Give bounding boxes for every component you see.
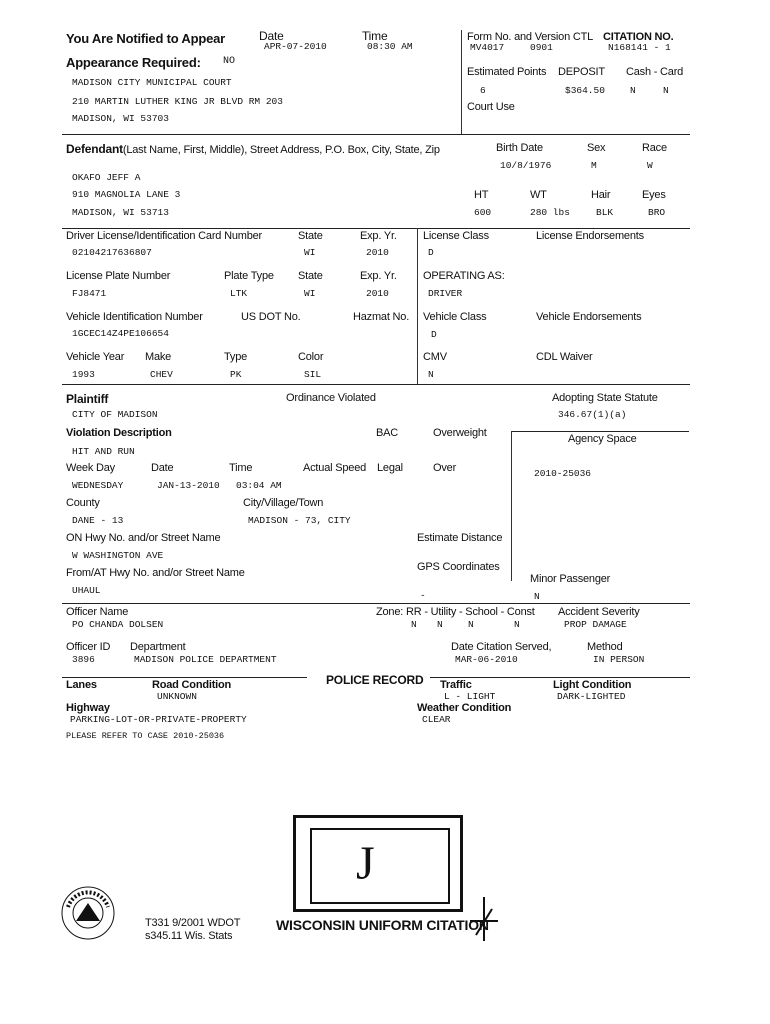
highway-label: Highway: [66, 702, 110, 714]
case-note: PLEASE REFER TO CASE 2010-25036: [66, 731, 225, 741]
divider: [430, 677, 690, 678]
road-label: Road Condition: [152, 679, 232, 691]
cash-value: N: [630, 85, 636, 96]
license-endorse-label: License Endorsements: [536, 230, 644, 242]
plate-exp-value: 2010: [366, 288, 389, 299]
license-class-value: D: [428, 247, 434, 258]
hazmat-label: Hazmat No.: [353, 311, 410, 323]
dl-state-value: WI: [304, 247, 316, 258]
form-ref: T331 9/2001 WDOT: [145, 917, 241, 929]
plate-state-label: State: [298, 270, 323, 282]
form-no: MV4017: [470, 42, 505, 53]
traffic-label: Traffic: [440, 679, 472, 691]
ht-label: HT: [474, 189, 489, 201]
method-label: Method: [587, 641, 623, 653]
type-value: PK: [230, 369, 242, 380]
wt-value: 280 lbs: [530, 207, 570, 218]
sex-label: Sex: [587, 142, 606, 154]
court-name: MADISON CITY MUNICIPAL COURT: [72, 77, 232, 88]
defendant-label-bold: Defendant: [66, 142, 123, 156]
hair-label: Hair: [591, 189, 611, 201]
race-label: Race: [642, 142, 667, 154]
viol-date-label: Date: [151, 462, 174, 474]
over-label: Over: [433, 462, 457, 474]
divider: [62, 134, 690, 135]
defendant-name: OKAFO JEFF A: [72, 172, 141, 183]
zone-utility: N: [437, 619, 443, 630]
severity-value: PROP DAMAGE: [564, 619, 627, 630]
police-record-title: POLICE RECORD: [326, 673, 424, 687]
operating-value: DRIVER: [428, 288, 463, 299]
cmv-value: N: [428, 369, 434, 380]
on-street-label: ON Hwy No. and/or Street Name: [66, 532, 221, 544]
points-label: Estimated Points: [467, 66, 547, 78]
birth-label: Birth Date: [496, 142, 543, 154]
bac-label: BAC: [376, 427, 399, 439]
divider: [511, 431, 512, 581]
divider: [511, 431, 689, 432]
form-label: Form No. and Version CTL: [467, 31, 594, 43]
cmv-label: CMV: [423, 351, 447, 363]
minor-value: N: [534, 591, 540, 602]
cdl-label: CDL Waiver: [536, 351, 593, 363]
stamp-letter: J: [356, 837, 375, 890]
form-statute: s345.11 Wis. Stats: [145, 930, 233, 942]
appear-title: You Are Notified to Appear: [66, 31, 225, 46]
color-label: Color: [298, 351, 324, 363]
ordinance-label: Ordinance Violated: [286, 392, 376, 404]
gps-value: -: [420, 590, 426, 601]
county-value: DANE - 13: [72, 515, 124, 526]
stamp-box: [293, 815, 463, 912]
officer-name-label: Officer Name: [66, 606, 129, 618]
citation-no: N168141 - 1: [608, 42, 671, 53]
on-street-value: W WASHINGTON AVE: [72, 550, 164, 561]
card-value: N: [663, 85, 669, 96]
sex-value: M: [591, 160, 597, 171]
viol-date-value: JAN-13-2010: [157, 480, 220, 491]
cash-card-label: Cash - Card: [626, 66, 684, 78]
eyes-label: Eyes: [642, 189, 666, 201]
weather-label: Weather Condition: [417, 702, 512, 714]
officer-name-value: PO CHANDA DOLSEN: [72, 619, 164, 630]
divider: [62, 603, 690, 604]
court-street: 210 MARTIN LUTHER KING JR BLVD RM 203: [72, 96, 283, 107]
dl-state-label: State: [298, 230, 323, 242]
zone-rr: N: [411, 619, 417, 630]
light-label: Light Condition: [553, 679, 632, 691]
speed-label: Actual Speed: [303, 462, 367, 474]
points-value: 6: [480, 85, 486, 96]
weekday-label: Week Day: [66, 462, 115, 474]
defendant-label-text: (Last Name, First, Middle), Street Address, P.O. Box, City, State, Zip: [122, 144, 440, 156]
year-value: 1993: [72, 369, 95, 380]
overweight-label: Overweight: [433, 427, 487, 439]
minor-label: Minor Passenger: [530, 573, 611, 585]
legal-label: Legal: [377, 462, 403, 474]
type-label: Type: [224, 351, 248, 363]
zone-const: N: [514, 619, 520, 630]
dl-exp-label: Exp. Yr.: [360, 230, 397, 242]
city-value: MADISON - 73, CITY: [248, 515, 351, 526]
highway-value: PARKING-LOT-OR-PRIVATE-PROPERTY: [70, 714, 247, 725]
zone-school: N: [468, 619, 474, 630]
department-value: MADISON POLICE DEPARTMENT: [134, 654, 277, 665]
gps-label: GPS Coordinates: [417, 561, 500, 573]
appear-time: 08:30 AM: [367, 41, 413, 52]
dl-exp-value: 2010: [366, 247, 389, 258]
arrow-mark-icon: [466, 895, 502, 943]
zone-label: Zone: RR - Utility - School - Const: [376, 606, 535, 618]
required-label: Appearance Required:: [66, 55, 201, 70]
deposit-value: $364.50: [565, 85, 605, 96]
defendant-label: [66, 142, 440, 156]
color-value: SIL: [304, 369, 322, 380]
dl-value: 02104217636807: [72, 247, 152, 258]
divider: [417, 228, 418, 384]
year-label: Vehicle Year: [66, 351, 125, 363]
court-city: MADISON, WI 53703: [72, 113, 169, 124]
served-value: MAR-06-2010: [455, 654, 518, 665]
weekday-value: WEDNESDAY: [72, 480, 124, 491]
ht-value: 600: [474, 207, 492, 218]
from-street-value: UHAUL: [72, 585, 101, 596]
make-label: Make: [145, 351, 172, 363]
vin-label: Vehicle Identification Number: [66, 311, 203, 323]
operating-label: OPERATING AS:: [423, 270, 505, 282]
hair-value: BLK: [596, 207, 614, 218]
city-label: City/Village/Town: [243, 497, 324, 509]
divider: [62, 677, 307, 678]
time-label: Time: [362, 29, 388, 43]
eyes-value: BRO: [648, 207, 666, 218]
vin-value: 1GCEC14Z4PE106654: [72, 328, 169, 339]
road-value: UNKNOWN: [157, 691, 197, 702]
plaintiff-label: Plaintiff: [66, 392, 109, 406]
officer-id-value: 3896: [72, 654, 95, 665]
from-street-label: From/AT Hwy No. and/or Street Name: [66, 567, 245, 579]
plate-type-label: Plate Type: [224, 270, 274, 282]
viol-time-label: Time: [229, 462, 253, 474]
divider: [62, 228, 690, 229]
date-label: Date: [259, 29, 284, 43]
defendant-street: 910 MAGNOLIA LANE 3: [72, 189, 181, 200]
plate-label: License Plate Number: [66, 270, 171, 282]
vehicle-class-value: D: [431, 329, 437, 340]
vehicle-endorse-label: Vehicle Endorsements: [536, 311, 642, 323]
officer-id-label: Officer ID: [66, 641, 111, 653]
divider: [62, 384, 690, 385]
divider: [461, 30, 462, 134]
form-version: 0901: [530, 42, 553, 53]
plate-state-value: WI: [304, 288, 316, 299]
agency-label: Agency Space: [568, 433, 637, 445]
make-value: CHEV: [150, 369, 173, 380]
wdot-seal-logo: [60, 885, 116, 941]
distance-label: Estimate Distance: [417, 532, 503, 544]
county-label: County: [66, 497, 100, 509]
viol-time-value: 03:04 AM: [236, 480, 282, 491]
vehicle-class-label: Vehicle Class: [423, 311, 487, 323]
plate-value: FJ8471: [72, 288, 107, 299]
agency-value: 2010-25036: [534, 468, 592, 479]
document-title: WISCONSIN UNIFORM CITATION: [276, 917, 489, 933]
desc-label: Violation Description: [66, 427, 172, 439]
statute-label: Adopting State Statute: [552, 392, 658, 404]
deposit-label: DEPOSIT: [558, 66, 605, 78]
method-value: IN PERSON: [593, 654, 645, 665]
served-label: Date Citation Served,: [451, 641, 552, 653]
plate-exp-label: Exp. Yr.: [360, 270, 397, 282]
plate-type-value: LTK: [230, 288, 248, 299]
plaintiff-value: CITY OF MADISON: [72, 409, 158, 420]
weather-value: CLEAR: [422, 714, 451, 725]
birth-value: 10/8/1976: [500, 160, 552, 171]
required-value: NO: [223, 56, 236, 67]
race-value: W: [647, 160, 653, 171]
department-label: Department: [130, 641, 186, 653]
court-use-label: Court Use: [467, 101, 515, 113]
dot-label: US DOT No.: [241, 311, 301, 323]
desc-value: HIT AND RUN: [72, 446, 135, 457]
traffic-value: L - LIGHT: [444, 691, 496, 702]
light-value: DARK-LIGHTED: [557, 691, 626, 702]
license-class-label: License Class: [423, 230, 489, 242]
citation-label: CITATION NO.: [603, 31, 674, 43]
appear-date: APR-07-2010: [264, 41, 327, 52]
statute-value: 346.67(1)(a): [558, 409, 627, 420]
defendant-city: MADISON, WI 53713: [72, 207, 169, 218]
severity-label: Accident Severity: [558, 606, 640, 618]
dl-label: Driver License/Identification Card Number: [66, 230, 262, 242]
wt-label: WT: [530, 189, 547, 201]
lanes-label: Lanes: [66, 679, 97, 691]
